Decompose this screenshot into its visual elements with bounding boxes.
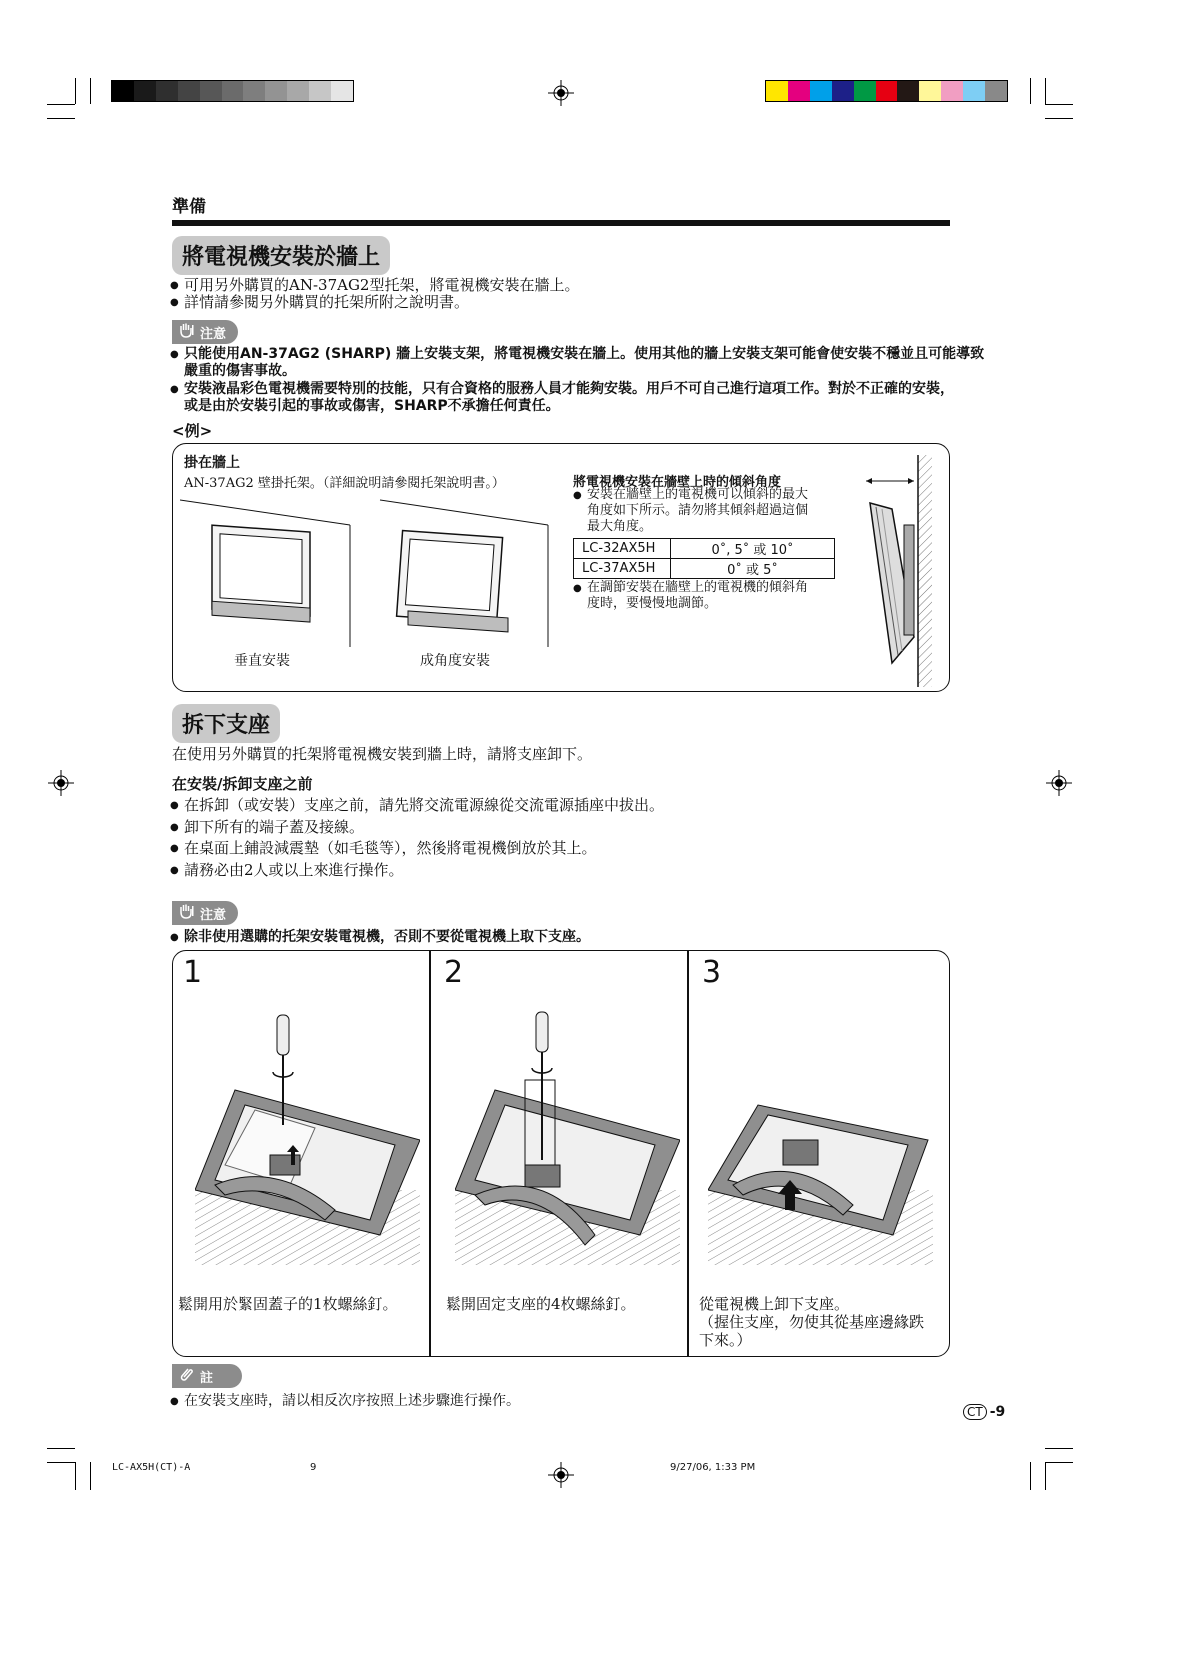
crop-mark <box>47 1448 75 1449</box>
adjust-bullet <box>587 580 808 612</box>
caution-item: ● 除非使用選購的托架安裝電視機，否則不要從電視機上取下支座。 <box>184 928 590 946</box>
registration-mark-icon <box>48 770 74 796</box>
tilt-table <box>573 538 835 579</box>
crop-mark <box>1045 1462 1046 1490</box>
tilt-line: 角度如下所示。請勿將其傾斜超過這個 <box>587 503 809 518</box>
table-row <box>574 559 835 579</box>
adjust-line: ● 在調節安裝在牆壁上的電視機的傾斜角 <box>587 580 809 595</box>
adjust-line: 度時，要慢慢地調節。 <box>587 596 718 611</box>
color-swatch <box>178 81 200 101</box>
model-cell: LC-32AX5H <box>574 539 671 559</box>
tilt-line: ● 安裝在牆壁上的電視機可以傾斜的最大 <box>587 487 809 502</box>
hand-icon <box>178 903 194 926</box>
caution-label: 注意 <box>200 908 227 923</box>
page-suffix: -9 <box>989 1404 1006 1420</box>
color-swatch <box>243 81 265 101</box>
wall-bullet: ● 可用另外購買的AN-37AG2型托架，將電視機安裝在牆上。 <box>184 276 579 294</box>
step2-illustration <box>455 1010 680 1265</box>
step-text <box>178 1295 398 1313</box>
step-number: 3 <box>702 955 722 990</box>
before-item: ● 請務必由2人或以上來進行操作。 <box>184 861 404 879</box>
tilt-side-illustration <box>858 455 938 687</box>
crop-mark <box>1030 78 1031 104</box>
color-swatch <box>287 81 309 101</box>
hand-icon <box>178 322 194 345</box>
color-swatch <box>854 81 876 101</box>
color-swatch <box>222 81 244 101</box>
color-swatch <box>156 81 178 101</box>
before-item: ● 在拆卸（或安裝）支座之前，請先將交流電源線從交流電源插座中拔出。 <box>184 796 664 814</box>
page-number-badge <box>963 1404 1005 1420</box>
before-item: ● 卸下所有的端子蓋及接線。 <box>184 818 364 836</box>
step-divider <box>429 951 431 1356</box>
angle-cell: 0˚, 5˚ 或 10˚ <box>671 539 835 559</box>
step-divider <box>687 951 689 1356</box>
caution-item: ● 只能使用AN-37AG2 (SHARP) 牆上安裝支架，將電視機安裝在牆上。使用其他的牆上安裝支架可能會使安裝不穩並且可能導致 <box>184 345 984 363</box>
color-swatch <box>331 81 353 101</box>
stand-section-title: 拆下支座 <box>172 704 280 743</box>
registration-mark-icon <box>548 80 574 106</box>
color-swatch <box>265 81 287 101</box>
color-swatch <box>919 81 941 101</box>
wall-mount-illustration <box>180 495 560 655</box>
crop-mark <box>1045 78 1046 104</box>
registration-mark-icon <box>1046 770 1072 796</box>
color-swatch <box>134 81 156 101</box>
color-swatch <box>788 81 810 101</box>
wall-section-title: 將電視機安裝於牆上 <box>172 236 390 275</box>
before-heading: 在安裝/拆卸支座之前 <box>172 775 313 793</box>
paperclip-icon <box>178 1366 194 1389</box>
tilt-bullet <box>587 487 808 535</box>
step-line: 從電視機上卸下支座。 <box>699 1295 850 1313</box>
caption-vertical: 垂直安裝 <box>234 653 290 669</box>
crop-mark <box>1030 1462 1031 1490</box>
section-label: 準備 <box>172 197 206 217</box>
crop-mark <box>90 1462 91 1490</box>
example-subheading: AN-37AG2 壁掛托架。（詳細說明請參閱托架說明書。） <box>184 476 505 491</box>
crop-mark <box>75 78 76 104</box>
crop-mark <box>1045 1448 1073 1449</box>
table-row <box>574 539 835 559</box>
step-line: 下來。） <box>699 1331 752 1349</box>
crop-mark <box>47 104 75 105</box>
crop-mark <box>90 78 91 104</box>
step-number: 2 <box>444 955 464 990</box>
footer-timestamp: 9/27/06, 1:33 PM <box>670 1462 756 1473</box>
stand-intro: 在使用另外購買的托架將電視機安裝到牆上時，請將支座卸下。 <box>172 745 593 763</box>
step-number: 1 <box>183 955 203 990</box>
tilt-line: 最大角度。 <box>587 519 653 534</box>
step1-illustration <box>195 1010 420 1265</box>
color-swatch <box>200 81 222 101</box>
crop-mark <box>1045 1462 1073 1463</box>
registration-mark-icon <box>548 1462 574 1488</box>
step-text <box>446 1295 636 1313</box>
step-text <box>699 1295 924 1349</box>
example-label: <例> <box>172 422 213 440</box>
caution-badge <box>172 320 238 344</box>
model-cell: LC-37AX5H <box>574 559 671 579</box>
step-line: 鬆開用於緊固蓋子的1枚螺絲釘。 <box>178 1295 398 1313</box>
footer-filename: LC-AX5H(CT)-A <box>112 1462 191 1473</box>
before-item: ● 在桌面上鋪設減震墊（如毛毯等），然後將電視機倒放於其上。 <box>184 839 597 857</box>
step3-illustration <box>708 1010 933 1265</box>
color-swatch <box>876 81 898 101</box>
caution-item-cont: 或是由於安裝引起的事故或傷害，SHARP不承擔任何責任。 <box>184 398 560 414</box>
caution-label: 注意 <box>200 327 227 342</box>
note-label: 註 <box>200 1371 214 1386</box>
process-color-bar <box>765 80 1008 102</box>
crop-mark <box>75 1462 76 1490</box>
tilt-heading: 將電視機安裝在牆壁上時的傾斜角度 <box>573 475 782 490</box>
crop-mark <box>47 1462 75 1463</box>
crop-mark <box>1045 118 1073 119</box>
color-swatch <box>941 81 963 101</box>
caution-item: ● 安裝液晶彩色電視機需要特別的技能，只有合資格的服務人員才能夠安裝。用戶不可自己進行這項工作。對於不正確的安裝， <box>184 380 954 398</box>
step-line: 鬆開固定支座的4枚螺絲釘。 <box>446 1295 636 1313</box>
note-item: ● 在安裝支座時，請以相反次序按照上述步驟進行操作。 <box>184 1392 520 1410</box>
color-swatch <box>766 81 788 101</box>
color-swatch <box>985 81 1007 101</box>
color-swatch <box>897 81 919 101</box>
color-swatch <box>309 81 331 101</box>
footer-page: 9 <box>310 1462 317 1473</box>
crop-mark <box>1045 104 1073 105</box>
color-swatch <box>810 81 832 101</box>
color-swatch <box>832 81 854 101</box>
caution-badge <box>172 901 238 925</box>
step-line: （握住支座，勿使其從基座邊緣跌 <box>699 1313 925 1331</box>
color-swatch <box>963 81 985 101</box>
angle-cell: 0˚ 或 5˚ <box>671 559 835 579</box>
example-heading: 掛在牆上 <box>184 455 240 471</box>
header-rule <box>172 220 950 226</box>
wall-bullet: ● 詳情請參閱另外購買的托架所附之說明書。 <box>184 293 469 311</box>
caption-angled: 成角度安裝 <box>420 653 490 669</box>
note-badge <box>172 1364 242 1388</box>
caution-item-cont: 嚴重的傷害事故。 <box>184 363 296 379</box>
ct-badge: CT <box>963 1404 987 1420</box>
color-swatch <box>112 81 134 101</box>
crop-mark <box>47 118 75 119</box>
gray-color-bar <box>111 80 354 102</box>
